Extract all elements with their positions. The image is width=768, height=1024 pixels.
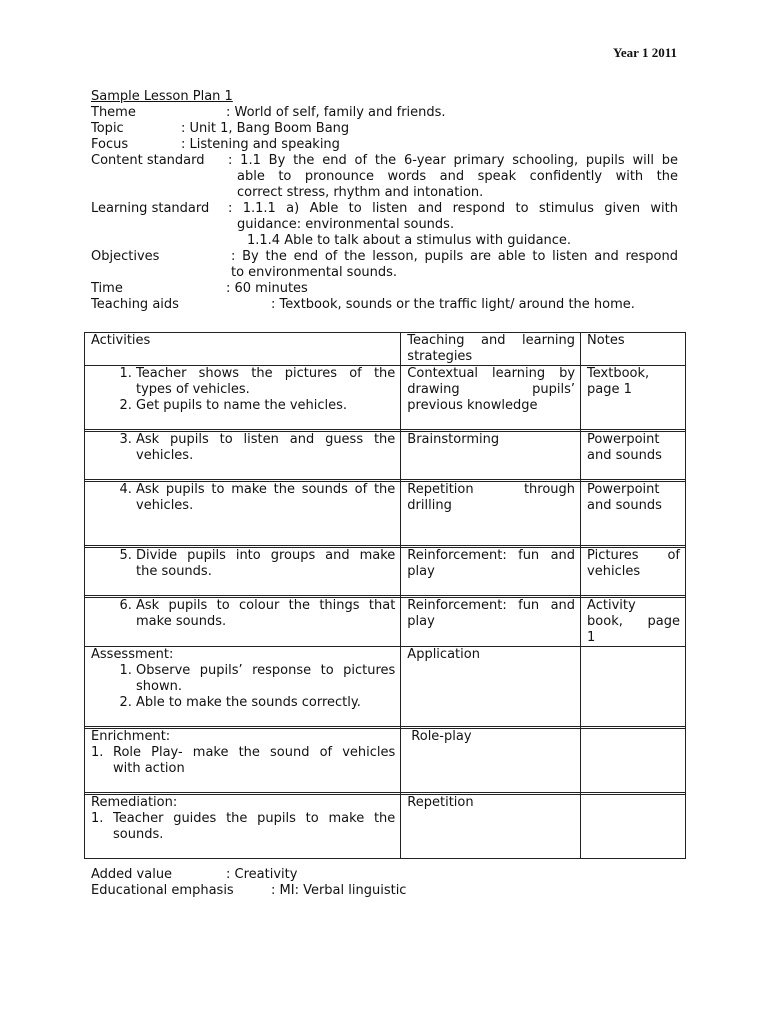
remediation-title: Remediation: xyxy=(91,795,178,810)
strategies-header: Teaching and learning strategies xyxy=(401,333,581,366)
focus-label: Focus xyxy=(91,137,129,152)
notes-cell: Powerpoint and sounds xyxy=(581,432,686,480)
enrichment-title: Enrichment: xyxy=(91,729,171,744)
strategy-cell: Repetition through drilling xyxy=(401,482,581,546)
topic-label: Topic xyxy=(91,121,124,136)
strategy-cell: Reinforcement: fun and play xyxy=(401,548,581,596)
assessment-row xyxy=(85,647,686,727)
lesson-activities-table xyxy=(84,332,686,859)
added-value-row xyxy=(91,867,678,883)
educational-emphasis-row xyxy=(91,883,678,899)
activity-cell xyxy=(85,432,401,480)
activity-cell xyxy=(85,366,401,430)
activity-item: 6. Ask pupils to colour the things that make sounds. xyxy=(136,598,395,630)
added-value-label: Added value xyxy=(91,867,173,882)
added-value-value: : Creativity xyxy=(226,867,298,882)
remediation-row xyxy=(85,795,686,859)
assessment-item: 1. Observe pupils’ response to pictures shown. xyxy=(136,663,395,695)
activity-item: 4. Ask pupils to make the sounds of the vehicles. xyxy=(136,482,395,514)
notes-cell: Powerpoint and sounds xyxy=(581,482,686,546)
activity-cell xyxy=(85,598,401,647)
enrichment-row xyxy=(85,729,686,793)
objectives-line: to environmental sounds. xyxy=(231,265,398,280)
theme-label: Theme xyxy=(91,105,136,120)
teaching-aids-value: : Textbook, sounds or the traffic light/ around the home. xyxy=(271,297,635,312)
assessment-title: Assessment: xyxy=(91,647,174,662)
learning-standard-line: : 1.1.1 a) Able to listen and respond to stimulus given with xyxy=(228,201,678,216)
content-standard-label: Content standard xyxy=(91,153,205,168)
table-row xyxy=(85,598,686,647)
lesson-plan-title: Sample Lesson Plan 1 xyxy=(91,89,233,104)
objectives-label: Objectives xyxy=(91,249,160,264)
strategy-cell: Reinforcement: fun and play xyxy=(401,598,581,647)
content-standard-line: correct stress, rhythm and intonation. xyxy=(237,185,484,200)
learning-standard-label: Learning standard xyxy=(91,201,210,216)
strategy-cell: Contextual learning by drawing pupils’ previous knowledge xyxy=(401,366,581,430)
strategy-cell: Application xyxy=(401,647,581,727)
notes-cell: Textbook, page 1 xyxy=(581,366,686,430)
strategy-cell: Repetition xyxy=(401,795,581,859)
notes-cell: Pictures of vehicles xyxy=(581,548,686,596)
notes-cell xyxy=(581,729,686,793)
activity-item: 2. Get pupils to name the vehicles. xyxy=(136,398,395,414)
teaching-aids-label: Teaching aids xyxy=(91,297,179,312)
activity-item: 3. Ask pupils to listen and guess the vehicles. xyxy=(136,432,395,464)
table-row xyxy=(85,482,686,546)
time-value: : 60 minutes xyxy=(226,281,308,296)
remediation-cell: Remediation: 1. Teacher guides the pupils to make the sounds. xyxy=(85,795,401,859)
notes-cell xyxy=(581,647,686,727)
assessment-item: 2. Able to make the sounds correctly. xyxy=(136,695,395,711)
notes-cell xyxy=(581,795,686,859)
table-header-row xyxy=(85,333,686,366)
notes-cell: Activity book, page 1 xyxy=(581,598,686,647)
enrichment-number: 1. xyxy=(91,745,104,760)
content-standard-line: able to pronounce words and speak confidently with the xyxy=(237,169,678,184)
enrichment-cell: Enrichment: 1. Role Play- make the sound of vehicles with action xyxy=(85,729,401,793)
activity-item: 1. Teacher shows the pictures of the types of vehicles. xyxy=(136,366,395,398)
year-label: Year 1 2011 xyxy=(612,45,677,60)
table-row xyxy=(85,366,686,430)
learning-standard-line: guidance: environmental sounds. xyxy=(237,217,455,232)
activities-header: Activities xyxy=(85,333,401,366)
learning-standard-line: 1.1.4 Able to talk about a stimulus with guidance. xyxy=(247,233,572,248)
activity-cell xyxy=(85,548,401,596)
educational-emphasis-label: Educational emphasis xyxy=(91,883,234,898)
educational-emphasis-value: : MI: Verbal linguistic xyxy=(271,883,407,898)
objectives-line: : By the end of the lesson, pupils are able to listen and respond xyxy=(231,249,678,264)
content-standard-line: : 1.1 By the end of the 6-year primary schooling, pupils will be xyxy=(228,153,678,168)
table-row xyxy=(85,432,686,480)
strategy-cell: Brainstorming xyxy=(401,432,581,480)
notes-header: Notes xyxy=(581,333,686,366)
table-row xyxy=(85,548,686,596)
activity-cell xyxy=(85,482,401,546)
focus-value: : Listening and speaking xyxy=(181,137,340,152)
time-label: Time xyxy=(91,281,123,296)
theme-value: : World of self, family and friends. xyxy=(226,105,446,120)
assessment-cell xyxy=(85,647,401,727)
activity-item: 5. Divide pupils into groups and make the sounds. xyxy=(136,548,395,580)
remediation-number: 1. xyxy=(91,811,104,826)
strategy-cell: Role-play xyxy=(401,729,581,793)
topic-value: : Unit 1, Bang Boom Bang xyxy=(181,121,350,136)
